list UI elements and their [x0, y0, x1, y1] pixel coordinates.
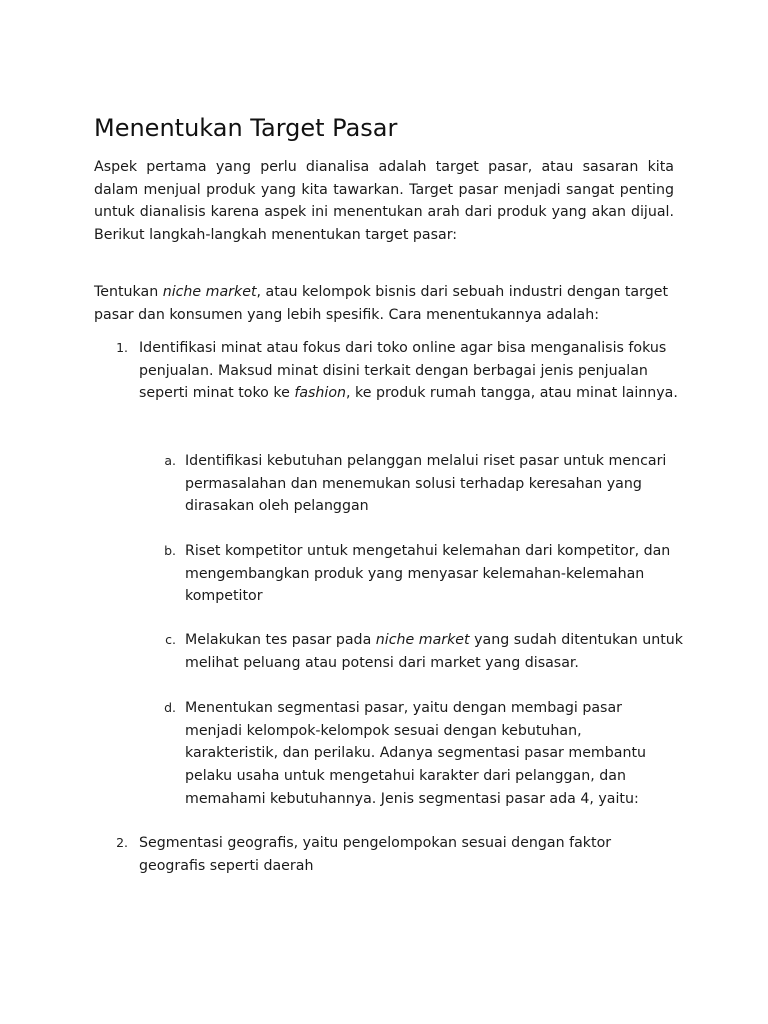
- niche-term: niche market: [162, 284, 257, 300]
- list-marker-a: a.: [164, 453, 176, 468]
- list-item-c-after: yang sudah ditentukan untuk melihat peluang atau potensi dari market yang disasar.: [185, 632, 684, 671]
- list-item-2: Segmentasi geografis, yaitu pengelompokan sesuai dengan faktor geografis seperti daerah: [139, 835, 612, 874]
- list-marker-2: 2.: [116, 835, 128, 850]
- list-item-d: Menentukan segmentasi pasar, yaitu dengan membagi pasar menjadi kelompok-kelompok sesuai dengan kebutuhan, karakteristik, dan perilaku. Adanya segmentasi pasar membantu pelaku usaha untuk mengetahui karakter dari pelanggan, dan memahami kebutuhannya. Jenis segmentasi pasar ada 4, yaitu:: [185, 700, 646, 807]
- niche-market-paragraph: [94, 281, 674, 326]
- list-item-c-before: Melakukan tes pasar pada: [185, 632, 376, 648]
- document-title: Menentukan Target Pasar: [94, 114, 398, 142]
- list-item-1-after: , ke produk rumah tangga, atau minat lainnya.: [346, 385, 678, 402]
- list-item-c-term: niche market: [375, 632, 470, 648]
- list-marker-b: b.: [164, 543, 176, 558]
- list-item-c: [185, 629, 685, 674]
- list-item-1: [139, 337, 679, 405]
- list-item-b: Riset kompetitor untuk mengetahui kelemahan dari kompetitor, dan mengembangkan produk yang menyasar kelemahan-kelemahan kompetitor: [185, 543, 671, 605]
- list-item-1-term: fashion: [294, 385, 347, 402]
- list-marker-c: c.: [165, 632, 176, 647]
- niche-text-before: Tentukan: [94, 284, 163, 300]
- list-marker-1: 1.: [116, 340, 128, 355]
- list-marker-d: d.: [164, 700, 176, 715]
- niche-text-after: , atau kelompok bisnis dari sebuah industri dengan target pasar dan konsumen yang lebih spesifik. Cara menentukannya adalah:: [94, 284, 669, 323]
- list-item-a: Identifikasi kebutuhan pelanggan melalui riset pasar untuk mencari permasalahan dan menemukan solusi terhadap keresahan yang dirasakan oleh pelanggan: [185, 453, 667, 515]
- intro-paragraph: Aspek pertama yang perlu dianalisa adalah target pasar, atau sasaran kita dalam menjual produk yang kita tawarkan. Target pasar menjadi sangat penting untuk dianalisis karena aspek ini menentukan arah dari produk yang akan dijual. Berikut langkah-langkah menentukan target pasar:: [94, 159, 674, 243]
- list-item-1-before: Identifikasi minat atau fokus dari toko online agar bisa menganalisis fokus penjualan. Maksud minat disini terkait dengan berbagai jenis penjualan seperti minat toko ke: [139, 340, 667, 402]
